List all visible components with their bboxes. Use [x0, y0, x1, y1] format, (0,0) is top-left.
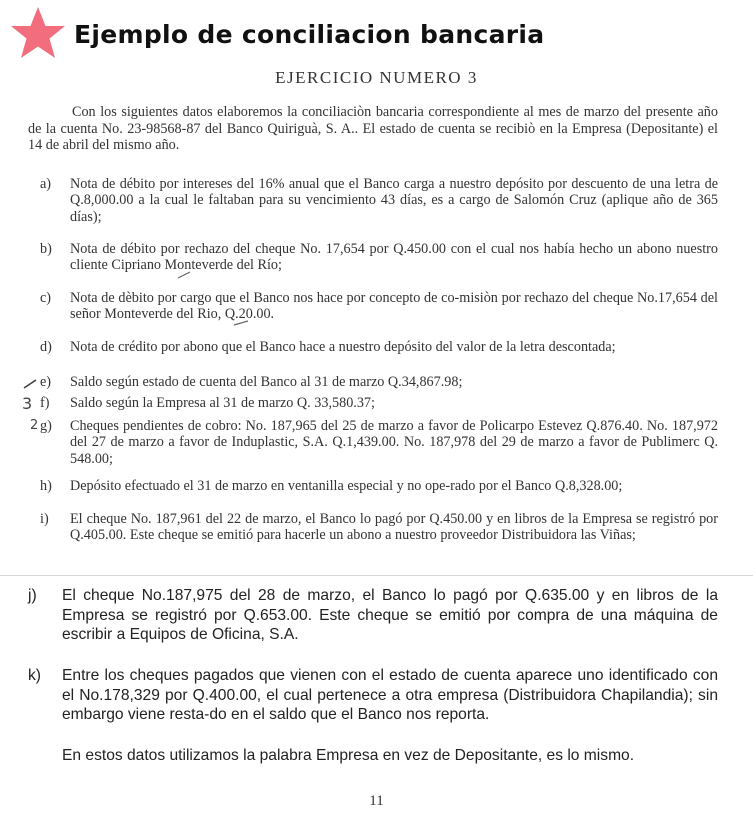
item-letter: c)	[40, 290, 52, 306]
margin-mark-g: 2	[30, 418, 39, 433]
list-item-k	[28, 666, 718, 725]
list-item-i	[40, 511, 718, 544]
item-letter: e)	[40, 374, 52, 390]
list-item-c	[40, 290, 718, 323]
list-item-d	[40, 339, 718, 355]
item-text: Nota de dèbito por cargo que el Banco nos hace por concepto de co-misiòn por rechazo del cheque No.17,654 del señor Monteverde del Rio, Q.20.00.	[70, 290, 718, 323]
item-letter: a)	[40, 176, 52, 192]
item-text: El cheque No.187,975 del 28 de marzo, el Banco lo pagó por Q.635.00 y en libros de la Empresa se registró por Q.653.00. Este cheque se emitió por compra de una máquina de escribir a Equipos de Oficina, S.A.	[62, 587, 718, 643]
page-number: 11	[369, 793, 384, 809]
item-text: Saldo según estado de cuenta del Banco al 31 de marzo Q.34,867.98;	[70, 374, 463, 390]
list-item-e	[40, 374, 718, 390]
item-letter: d)	[40, 339, 52, 355]
item-text: El cheque No. 187,961 del 22 de marzo, el Banco lo pagó por Q.450.00 y en libros de la Empresa se registró por Q.405.00. Este cheque se emitió para hacerle un abono a nuestro proveedor Distribuidora las Viñas;	[70, 511, 718, 544]
closing-note: En estos datos utilizamos la palabra Empresa en vez de Depositante, es lo mismo.	[62, 747, 635, 764]
item-text: Saldo según la Empresa al 31 de marzo Q. 33,580.37;	[70, 395, 375, 411]
star-icon	[8, 4, 68, 64]
item-text: Nota de débito por intereses del 16% anual que el Banco carga a nuestro depósito por descuento de una letra de Q.8,000.00 a la cual le faltaban para su vencimiento 43 días, es a cargo de Salomón Cruz (aplique año de 365 días);	[70, 176, 718, 225]
check-mark-icon	[232, 319, 250, 327]
item-letter: b)	[40, 241, 52, 257]
item-text: Cheques pendientes de cobro: No. 187,965 del 25 de marzo a favor de Policarpo Estevez Q.876.40. No. 187,972 del 27 de marzo a favor de Induplastic, S.A. Q.1,439.00. No. 187,978 del 29 de marzo a favor de Publimerc Q. 548.00;	[70, 418, 718, 467]
item-letter: h)	[40, 478, 52, 494]
item-text: Depósito efectuado el 31 de marzo en ventanilla especial y no ope-rado por el Banco Q.8,328.00;	[70, 478, 623, 494]
item-letter: f)	[40, 395, 50, 411]
banner-title: Ejemplo de conciliacion bancaria	[74, 19, 545, 49]
item-letter: j)	[28, 587, 37, 604]
list-item-f	[40, 395, 718, 411]
check-mark-icon	[22, 378, 38, 390]
list-item-h	[40, 478, 718, 494]
list-item-a	[40, 176, 718, 225]
item-letter: g)	[40, 418, 52, 434]
check-mark-icon	[176, 270, 192, 280]
list-item-g	[40, 418, 718, 467]
banner	[8, 6, 544, 62]
exercise-title: EJERCICIO NUMERO 3	[275, 68, 478, 87]
margin-mark-f: 3	[22, 394, 33, 413]
list-item-j	[28, 586, 718, 645]
item-text: Entre los cheques pagados que vienen con el estado de cuenta aparece uno identificado con el No.178,329 por Q.400.00, el cual pertenece a otra empresa (Distribuidora Chapilandia); sin embargo viene resta-do en el saldo que el Banco nos reporta.	[62, 667, 718, 723]
section-divider	[0, 575, 753, 576]
item-text: Nota de crédito por abono que el Banco hace a nuestro depósito del valor de la letra descontada;	[70, 339, 616, 355]
item-text: Nota de débito por rechazo del cheque No. 17,654 por Q.450.00 con el cual nos había hecho un abono nuestro cliente Cipriano Monteverde del Río;	[70, 241, 718, 274]
list-item-b	[40, 241, 718, 274]
item-letter: i)	[40, 511, 49, 527]
item-letter: k)	[28, 667, 41, 684]
intro-paragraph: Con los siguientes datos elaboremos la conciliaciòn bancaria correspondiente al mes de marzo del presente año de la cuenta No. 23-98568-87 del Banco Quiriguà, S. A.. El estado de cuenta se recibiò en la Empresa (Depositante) el 14 de abril del mismo año.	[28, 104, 718, 153]
